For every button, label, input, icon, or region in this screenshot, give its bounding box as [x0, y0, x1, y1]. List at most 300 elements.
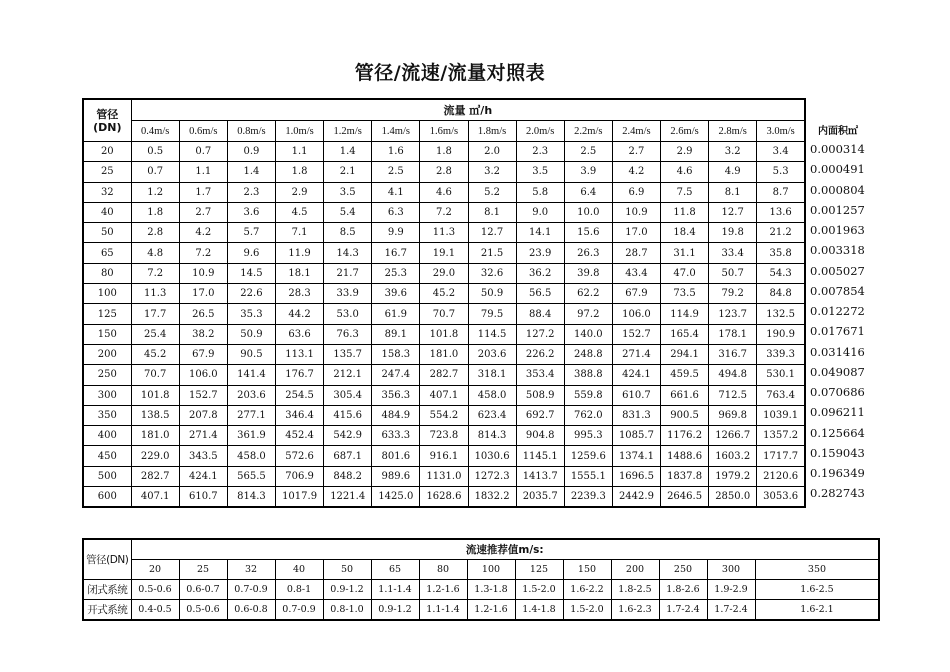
flow-cell: 5.3	[757, 162, 805, 182]
flow-cell: 2.9	[276, 182, 324, 202]
flow-cell: 28.7	[612, 243, 660, 263]
recommend-value-cell: 0.6-0.7	[179, 580, 227, 600]
flow-cell: 44.2	[276, 304, 324, 324]
dn-cell: 40	[83, 202, 131, 222]
flow-cell: 1.4	[324, 142, 372, 162]
flow-table-row	[83, 243, 805, 263]
flow-cell: 14.5	[227, 263, 275, 283]
dn-cell: 65	[83, 243, 131, 263]
flow-cell: 712.5	[709, 385, 757, 405]
area-value: 0.001257	[810, 202, 865, 217]
recommend-value-cell: 1.6-2.5	[755, 580, 879, 600]
dn-cell: 100	[83, 284, 131, 304]
flow-cell: 181.0	[420, 344, 468, 364]
flow-table-row	[83, 324, 805, 344]
dn-cell: 300	[83, 385, 131, 405]
flow-cell: 226.2	[516, 344, 564, 364]
flow-cell: 361.9	[227, 426, 275, 446]
area-value: 0.003318	[810, 243, 865, 258]
flow-cell: 2.8	[131, 223, 179, 243]
flow-cell: 7.5	[661, 182, 709, 202]
flow-cell: 1085.7	[612, 426, 660, 446]
flow-cell: 123.7	[709, 304, 757, 324]
flow-cell: 353.4	[516, 365, 564, 385]
flow-cell: 17.0	[612, 223, 660, 243]
flow-cell: 1145.1	[516, 446, 564, 466]
flow-cell: 7.2	[420, 202, 468, 222]
recommend-dn-row	[83, 560, 879, 580]
flow-cell: 2239.3	[564, 487, 612, 508]
flow-cell: 90.5	[227, 344, 275, 364]
flow-cell: 530.1	[757, 365, 805, 385]
flow-cell: 207.8	[179, 405, 227, 425]
flow-cell: 7.2	[131, 263, 179, 283]
recommend-dn-cell: 250	[659, 560, 707, 580]
flow-cell: 814.3	[227, 487, 275, 508]
dn-cell: 500	[83, 466, 131, 486]
flow-cell: 132.5	[757, 304, 805, 324]
flow-cell: 9.6	[227, 243, 275, 263]
recommend-value-cell: 0.8-1	[275, 580, 323, 600]
flow-cell: 2.5	[564, 142, 612, 162]
flow-cell: 4.6	[661, 162, 709, 182]
flow-cell: 67.9	[612, 284, 660, 304]
flow-cell: 1039.1	[757, 405, 805, 425]
flow-cell: 114.9	[661, 304, 709, 324]
flow-cell: 18.1	[276, 263, 324, 283]
flow-cell: 14.1	[516, 223, 564, 243]
flow-cell: 11.3	[131, 284, 179, 304]
flow-cell: 248.8	[564, 344, 612, 364]
flow-table-row	[83, 284, 805, 304]
velocity-header-cell: 3.0m/s	[757, 121, 805, 142]
flow-cell: 114.5	[468, 324, 516, 344]
recommend-dn-cell: 20	[131, 560, 179, 580]
dn-cell: 250	[83, 365, 131, 385]
flow-cell: 54.3	[757, 263, 805, 283]
recommend-dn-header: 管径(DN)	[83, 539, 131, 580]
flow-cell: 56.5	[516, 284, 564, 304]
flow-cell: 28.3	[276, 284, 324, 304]
flow-cell: 22.6	[227, 284, 275, 304]
flow-cell: 113.1	[276, 344, 324, 364]
flow-cell: 9.9	[372, 223, 420, 243]
flow-cell: 542.9	[324, 426, 372, 446]
flow-table-row	[83, 304, 805, 324]
flow-cell: 26.5	[179, 304, 227, 324]
velocity-header-cell: 0.4m/s	[131, 121, 179, 142]
recommend-table-body	[83, 539, 879, 620]
recommend-dn-cell: 300	[707, 560, 755, 580]
area-header: 内面积㎡	[818, 126, 858, 137]
flow-cell: 3.9	[564, 162, 612, 182]
flow-cell: 140.0	[564, 324, 612, 344]
flow-cell: 1979.2	[709, 466, 757, 486]
flow-cell: 3053.6	[757, 487, 805, 508]
flow-cell: 1837.8	[661, 466, 709, 486]
velocity-header-cell: 1.0m/s	[276, 121, 324, 142]
flow-cell: 1.2	[131, 182, 179, 202]
recommend-dn-cell: 32	[227, 560, 275, 580]
recommend-value-cell: 1.5-2.0	[563, 600, 611, 621]
recommend-value-cell: 0.5-0.6	[131, 580, 179, 600]
flow-table-row	[83, 162, 805, 182]
area-value: 0.196349	[810, 466, 865, 480]
flow-cell: 212.1	[324, 365, 372, 385]
flow-cell: 11.3	[420, 223, 468, 243]
flow-cell: 97.2	[564, 304, 612, 324]
flow-cell: 36.2	[516, 263, 564, 283]
flow-cell: 294.1	[661, 344, 709, 364]
flow-cell: 763.4	[757, 385, 805, 405]
flow-cell: 31.1	[661, 243, 709, 263]
flow-cell: 14.3	[324, 243, 372, 263]
flow-cell: 424.1	[179, 466, 227, 486]
flow-cell: 50.9	[468, 284, 516, 304]
dn-cell: 150	[83, 324, 131, 344]
flow-cell: 1259.6	[564, 446, 612, 466]
flow-cell: 610.7	[612, 385, 660, 405]
dn-cell: 125	[83, 304, 131, 324]
flow-cell: 4.6	[420, 182, 468, 202]
flow-cell: 3.4	[757, 142, 805, 162]
area-value: 0.096211	[810, 405, 865, 420]
flow-cell: 633.3	[372, 426, 420, 446]
flow-cell: 1131.0	[420, 466, 468, 486]
flow-cell: 47.0	[661, 263, 709, 283]
flow-cell: 18.4	[661, 223, 709, 243]
flow-cell: 2.3	[227, 182, 275, 202]
flow-cell: 45.2	[131, 344, 179, 364]
area-value: 0.000491	[810, 162, 865, 177]
flow-cell: 1.6	[372, 142, 420, 162]
flow-cell: 5.2	[468, 182, 516, 202]
recommend-value-cell: 1.2-1.6	[419, 580, 467, 600]
area-value: 0.005027	[810, 263, 865, 278]
recommend-dn-cell: 100	[467, 560, 515, 580]
flow-cell: 35.3	[227, 304, 275, 324]
flow-cell: 318.1	[468, 365, 516, 385]
flow-cell: 12.7	[709, 202, 757, 222]
recommend-dn-cell: 80	[419, 560, 467, 580]
flow-cell: 67.9	[179, 344, 227, 364]
flow-cell: 152.7	[612, 324, 660, 344]
flow-cell: 848.2	[324, 466, 372, 486]
flow-cell: 19.8	[709, 223, 757, 243]
recommend-value-cell: 1.1-1.4	[371, 580, 419, 600]
flow-cell: 7.1	[276, 223, 324, 243]
flow-cell: 1374.1	[612, 446, 660, 466]
recommend-row-open	[83, 600, 879, 621]
flow-cell: 25.4	[131, 324, 179, 344]
flow-cell: 84.8	[757, 284, 805, 304]
dn-cell: 400	[83, 426, 131, 446]
flow-cell: 79.2	[709, 284, 757, 304]
flow-cell: 19.1	[420, 243, 468, 263]
flow-cell: 2.8	[420, 162, 468, 182]
flow-cell: 21.7	[324, 263, 372, 283]
flow-cell: 9.0	[516, 202, 564, 222]
flow-cell: 0.7	[131, 162, 179, 182]
flow-cell: 1628.6	[420, 487, 468, 508]
flow-cell: 814.3	[468, 426, 516, 446]
recommend-row-label: 开式系统	[83, 600, 131, 621]
flow-cell: 2.0	[468, 142, 516, 162]
flow-cell: 17.7	[131, 304, 179, 324]
flow-cell: 203.6	[468, 344, 516, 364]
flow-cell: 1696.5	[612, 466, 660, 486]
flow-cell: 1.7	[179, 182, 227, 202]
recommend-dn-cell: 350	[755, 560, 879, 580]
recommend-value-cell: 1.2-1.6	[467, 600, 515, 621]
area-value: 0.017671	[810, 324, 865, 339]
flow-cell: 459.5	[661, 365, 709, 385]
flow-cell: 1.1	[276, 142, 324, 162]
recommend-value-cell: 0.4-0.5	[131, 600, 179, 621]
recommend-value-cell: 1.4-1.8	[515, 600, 563, 621]
flow-cell: 339.3	[757, 344, 805, 364]
flow-cell: 76.3	[324, 324, 372, 344]
flow-header: 流量 ㎥/h	[131, 99, 805, 121]
velocity-header-cell: 2.6m/s	[661, 121, 709, 142]
flow-cell: 2035.7	[516, 487, 564, 508]
recommend-value-cell: 1.7-2.4	[707, 600, 755, 621]
flow-cell: 2.7	[179, 202, 227, 222]
recommend-dn-cell: 50	[323, 560, 371, 580]
flow-cell: 152.7	[179, 385, 227, 405]
flow-cell: 458.0	[468, 385, 516, 405]
flow-cell: 4.2	[612, 162, 660, 182]
flow-cell: 63.6	[276, 324, 324, 344]
flow-cell: 79.5	[468, 304, 516, 324]
flow-cell: 165.4	[661, 324, 709, 344]
flow-cell: 1.8	[420, 142, 468, 162]
dn-cell: 32	[83, 182, 131, 202]
recommend-title: 流速推荐值m/s:	[131, 539, 879, 560]
velocity-header-cell: 1.6m/s	[420, 121, 468, 142]
recommend-header-row	[83, 539, 879, 560]
flow-cell: 346.4	[276, 405, 324, 425]
recommend-value-cell: 0.6-0.8	[227, 600, 275, 621]
flow-cell: 661.6	[661, 385, 709, 405]
flow-cell: 1272.3	[468, 466, 516, 486]
flow-cell: 484.9	[372, 405, 420, 425]
velocity-header-cell: 0.8m/s	[227, 121, 275, 142]
flow-cell: 1717.7	[757, 446, 805, 466]
velocity-header-cell: 2.0m/s	[516, 121, 564, 142]
flow-cell: 0.7	[179, 142, 227, 162]
dn-cell: 200	[83, 344, 131, 364]
area-value: 0.000314	[810, 142, 865, 156]
flow-table-row	[83, 365, 805, 385]
flow-table-row	[83, 344, 805, 364]
flow-cell: 1221.4	[324, 487, 372, 508]
recommend-value-cell: 0.9-1.2	[323, 580, 371, 600]
flow-cell: 452.4	[276, 426, 324, 446]
recommend-value-cell: 0.7-0.9	[227, 580, 275, 600]
flow-cell: 1413.7	[516, 466, 564, 486]
recommend-value-cell: 1.6-2.2	[563, 580, 611, 600]
flow-cell: 1.8	[131, 202, 179, 222]
flow-table-row	[83, 405, 805, 425]
flow-cell: 1555.1	[564, 466, 612, 486]
flow-cell: 900.5	[661, 405, 709, 425]
flow-cell: 282.7	[131, 466, 179, 486]
flow-cell: 176.7	[276, 365, 324, 385]
flow-cell: 35.8	[757, 243, 805, 263]
flow-table-row	[83, 142, 805, 162]
dn-header-label: 管径	[96, 107, 119, 121]
flow-cell: 687.1	[324, 446, 372, 466]
flow-cell: 458.0	[227, 446, 275, 466]
flow-cell: 3.2	[709, 142, 757, 162]
flow-cell: 45.2	[420, 284, 468, 304]
flow-cell: 4.2	[179, 223, 227, 243]
flow-cell: 101.8	[420, 324, 468, 344]
area-value: 0.125664	[810, 425, 865, 440]
flow-cell: 190.9	[757, 324, 805, 344]
recommend-dn-cell: 125	[515, 560, 563, 580]
recommend-row-label: 闭式系统	[83, 580, 131, 600]
flow-cell: 1017.9	[276, 487, 324, 508]
flow-cell: 1030.6	[468, 446, 516, 466]
flow-cell: 3.5	[324, 182, 372, 202]
flow-cell: 2.3	[516, 142, 564, 162]
dn-header-unit: (DN)	[93, 120, 122, 134]
flow-cell: 271.4	[612, 344, 660, 364]
flow-cell: 1266.7	[709, 426, 757, 446]
recommend-value-cell: 1.8-2.5	[611, 580, 659, 600]
recommend-value-cell: 1.6-2.1	[755, 600, 879, 621]
flow-cell: 38.2	[179, 324, 227, 344]
area-value: 0.000804	[810, 182, 865, 197]
flow-cell: 16.7	[372, 243, 420, 263]
flow-cell: 572.6	[276, 446, 324, 466]
flow-cell: 4.5	[276, 202, 324, 222]
flow-table-row	[83, 487, 805, 508]
flow-cell: 70.7	[420, 304, 468, 324]
area-value: 0.001963	[810, 223, 865, 237]
flow-cell: 282.7	[420, 365, 468, 385]
recommend-value-cell: 1.3-1.8	[467, 580, 515, 600]
flow-cell: 2.5	[372, 162, 420, 182]
flow-cell: 723.8	[420, 426, 468, 446]
flow-table-row	[83, 263, 805, 283]
flow-cell: 554.2	[420, 405, 468, 425]
flow-cell: 5.8	[516, 182, 564, 202]
flow-cell: 508.9	[516, 385, 564, 405]
flow-cell: 1488.6	[661, 446, 709, 466]
dn-header-cell	[83, 99, 131, 142]
flow-cell: 407.1	[131, 487, 179, 508]
flow-cell: 10.0	[564, 202, 612, 222]
flow-cell: 106.0	[179, 365, 227, 385]
flow-cell: 1603.2	[709, 446, 757, 466]
flow-cell: 801.6	[372, 446, 420, 466]
flow-cell: 141.4	[227, 365, 275, 385]
dn-cell: 350	[83, 405, 131, 425]
flow-cell: 415.6	[324, 405, 372, 425]
flow-cell: 1176.2	[661, 426, 709, 446]
dn-cell: 450	[83, 446, 131, 466]
flow-table-row	[83, 182, 805, 202]
flow-cell: 33.4	[709, 243, 757, 263]
recommend-dn-cell: 150	[563, 560, 611, 580]
flow-cell: 21.5	[468, 243, 516, 263]
flow-cell: 11.9	[276, 243, 324, 263]
flow-cell: 494.8	[709, 365, 757, 385]
recommend-value-cell: 0.8-1.0	[323, 600, 371, 621]
flow-table-row	[83, 385, 805, 405]
flow-cell: 229.0	[131, 446, 179, 466]
flow-cell: 388.8	[564, 365, 612, 385]
velocity-header-cell: 1.4m/s	[372, 121, 420, 142]
flow-cell: 17.0	[179, 284, 227, 304]
recommend-value-cell: 0.7-0.9	[275, 600, 323, 621]
flow-cell: 995.3	[564, 426, 612, 446]
flow-cell: 2120.6	[757, 466, 805, 486]
flow-cell: 305.4	[324, 385, 372, 405]
flow-cell: 4.9	[709, 162, 757, 182]
flow-cell: 10.9	[612, 202, 660, 222]
flow-cell: 271.4	[179, 426, 227, 446]
flow-cell: 623.4	[468, 405, 516, 425]
flow-cell: 5.7	[227, 223, 275, 243]
flow-cell: 127.2	[516, 324, 564, 344]
area-value: 0.282743	[810, 486, 865, 501]
velocity-header-cell: 2.4m/s	[612, 121, 660, 142]
flow-cell: 203.6	[227, 385, 275, 405]
flow-cell: 6.3	[372, 202, 420, 222]
flow-cell: 316.7	[709, 344, 757, 364]
dn-cell: 50	[83, 223, 131, 243]
flow-cell: 6.9	[612, 182, 660, 202]
flow-table-row	[83, 223, 805, 243]
flow-cell: 7.2	[179, 243, 227, 263]
flow-cell: 916.1	[420, 446, 468, 466]
area-value: 0.007854	[810, 283, 865, 298]
flow-cell: 106.0	[612, 304, 660, 324]
flow-cell: 29.0	[420, 263, 468, 283]
flow-table-row	[83, 466, 805, 486]
recommend-value-cell: 1.6-2.3	[611, 600, 659, 621]
flow-cell: 43.4	[612, 263, 660, 283]
flow-cell: 15.6	[564, 223, 612, 243]
flow-cell: 25.3	[372, 263, 420, 283]
flow-cell: 989.6	[372, 466, 420, 486]
recommend-value-cell: 1.1-1.4	[419, 600, 467, 621]
flow-cell: 61.9	[372, 304, 420, 324]
flow-cell: 8.1	[709, 182, 757, 202]
flow-cell: 0.5	[131, 142, 179, 162]
area-value: 0.070686	[810, 385, 865, 399]
dn-cell: 600	[83, 487, 131, 508]
flow-table-body	[83, 99, 805, 507]
flow-cell: 247.4	[372, 365, 420, 385]
velocity-header-cell: 2.2m/s	[564, 121, 612, 142]
flow-cell: 2.7	[612, 142, 660, 162]
recommend-value-cell: 1.8-2.6	[659, 580, 707, 600]
flow-cell: 969.8	[709, 405, 757, 425]
flow-cell: 904.8	[516, 426, 564, 446]
flow-cell: 101.8	[131, 385, 179, 405]
flow-table-row	[83, 446, 805, 466]
flow-cell: 610.7	[179, 487, 227, 508]
flow-cell: 12.7	[468, 223, 516, 243]
flow-cell: 762.0	[564, 405, 612, 425]
flow-cell: 158.3	[372, 344, 420, 364]
flow-cell: 1.1	[179, 162, 227, 182]
